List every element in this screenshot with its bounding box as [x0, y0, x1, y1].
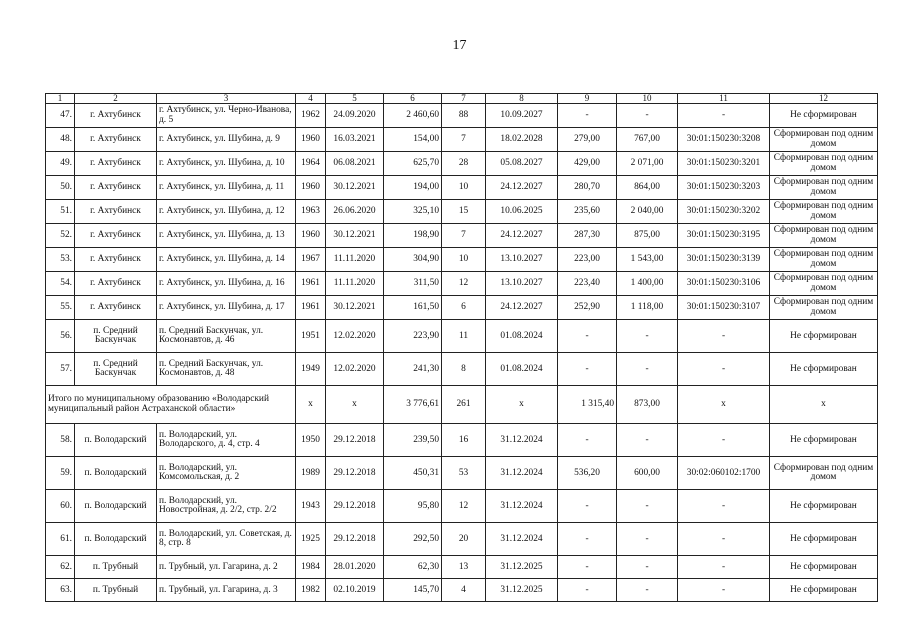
- table-cell-col-settlement: г. Ахтубинск: [75, 104, 157, 128]
- total-cell: 1 315,40: [558, 386, 617, 424]
- table-cell-col-land-area-2: -: [617, 320, 678, 353]
- table-cell-col-area: 198,90: [384, 224, 442, 248]
- table-cell-col-land-area-2: -: [617, 104, 678, 128]
- table-cell-col-land-area-2: -: [617, 556, 678, 579]
- table-cell-col-date: 12.02.2020: [326, 320, 384, 353]
- table-cell-col-land-area: 235,60: [558, 200, 617, 224]
- table-cell-col-land-area-2: 600,00: [617, 457, 678, 490]
- table-row: [46, 224, 878, 248]
- table-cell-col-area: 145,70: [384, 579, 442, 602]
- table-cell-col-settlement: п. Средний Баскунчак: [75, 353, 157, 386]
- table-cell-col-address: г. Ахтубинск, ул. Шубина, д. 14: [157, 248, 296, 272]
- table-header-cell: 11: [678, 94, 770, 104]
- table-cell-col-year: 1967: [296, 248, 326, 272]
- table-cell-col-deadline: 10.06.2025: [486, 200, 558, 224]
- table-cell-col-date: 29.12.2018: [326, 490, 384, 523]
- table-cell-col-settlement: г. Ахтубинск: [75, 272, 157, 296]
- table-cell-col-land-area: -: [558, 104, 617, 128]
- table-cell-col-land-area: -: [558, 523, 617, 556]
- table-cell-col-year: 1960: [296, 176, 326, 200]
- table-cell-col-cadastral: -: [678, 490, 770, 523]
- table-cell-col-land-area-2: 2 040,00: [617, 200, 678, 224]
- table-cell-col-land-area: 252,90: [558, 296, 617, 320]
- table-cell-col-land-area-2: 1 118,00: [617, 296, 678, 320]
- table-cell-col-residents: 28: [442, 152, 486, 176]
- table-row: [46, 320, 878, 353]
- table-row: [46, 457, 878, 490]
- table-cell-col-cadastral: 30:02:060102:1700: [678, 457, 770, 490]
- table-cell-col-cadastral: -: [678, 353, 770, 386]
- table-cell-col-area: 292,50: [384, 523, 442, 556]
- table-cell-col-number: 61.: [46, 523, 75, 556]
- table-cell-col-settlement: г. Ахтубинск: [75, 248, 157, 272]
- table-cell-col-cadastral: -: [678, 579, 770, 602]
- table-cell-col-number: 50.: [46, 176, 75, 200]
- table-row: [46, 556, 878, 579]
- table-cell-col-area: 311,50: [384, 272, 442, 296]
- table-cell-col-year: 1982: [296, 579, 326, 602]
- table-header-cell: 2: [75, 94, 157, 104]
- table-header-cell: 8: [486, 94, 558, 104]
- table-cell-col-cadastral: 30:01:150230:3208: [678, 128, 770, 152]
- table-cell-col-address: п. Володарский, ул. Комсомольская, д. 2: [157, 457, 296, 490]
- table-cell-col-residents: 20: [442, 523, 486, 556]
- table-cell-col-land-area: -: [558, 424, 617, 457]
- table-cell-col-number: 57.: [46, 353, 75, 386]
- table-header-cell: 3: [157, 94, 296, 104]
- table-cell-col-number: 56.: [46, 320, 75, 353]
- table-cell-col-status: Не сформирован: [770, 424, 878, 457]
- table-cell-col-land-area: -: [558, 490, 617, 523]
- table-cell-col-land-area-2: -: [617, 424, 678, 457]
- table-cell-col-status: Не сформирован: [770, 104, 878, 128]
- table-cell-col-number: 48.: [46, 128, 75, 152]
- table-cell-col-date: 29.12.2018: [326, 424, 384, 457]
- table-cell-col-residents: 4: [442, 579, 486, 602]
- table-cell-col-deadline: 10.09.2027: [486, 104, 558, 128]
- table-cell-col-year: 1964: [296, 152, 326, 176]
- table-cell-col-cadastral: 30:01:150230:3201: [678, 152, 770, 176]
- table-cell-col-land-area: -: [558, 579, 617, 602]
- table-cell-col-address: п. Володарский, ул. Володарского, д. 4, стр. 4: [157, 424, 296, 457]
- table-cell-col-settlement: г. Ахтубинск: [75, 176, 157, 200]
- table-cell-col-deadline: 24.12.2027: [486, 296, 558, 320]
- table-cell-col-residents: 10: [442, 176, 486, 200]
- table-cell-col-date: 29.12.2018: [326, 523, 384, 556]
- table-cell-col-land-area-2: 1 543,00: [617, 248, 678, 272]
- table-row: [46, 272, 878, 296]
- table-cell-col-land-area-2: -: [617, 523, 678, 556]
- table-cell-col-residents: 13: [442, 556, 486, 579]
- table-cell-col-land-area-2: 2 071,00: [617, 152, 678, 176]
- table-cell-col-address: г. Ахтубинск, ул. Шубина, д. 17: [157, 296, 296, 320]
- table-cell-col-address: г. Ахтубинск, ул. Шубина, д. 10: [157, 152, 296, 176]
- table-cell-col-cadastral: 30:01:150230:3107: [678, 296, 770, 320]
- table-cell-col-residents: 11: [442, 320, 486, 353]
- table-cell-col-area: 2 460,60: [384, 104, 442, 128]
- table-cell-col-year: 1950: [296, 424, 326, 457]
- table-cell-col-cadastral: -: [678, 104, 770, 128]
- table-cell-col-area: 154,00: [384, 128, 442, 152]
- table-cell-col-land-area: 287,30: [558, 224, 617, 248]
- table-cell-col-year: 1943: [296, 490, 326, 523]
- table-cell-col-land-area: 279,00: [558, 128, 617, 152]
- table-cell-col-land-area-2: -: [617, 579, 678, 602]
- table-cell-col-land-area: 280,70: [558, 176, 617, 200]
- table-row: [46, 353, 878, 386]
- table-cell-col-date: 30.12.2021: [326, 176, 384, 200]
- table-row: [46, 579, 878, 602]
- table-cell-col-year: 1960: [296, 224, 326, 248]
- table-cell-col-cadastral: -: [678, 320, 770, 353]
- total-cell: x: [486, 386, 558, 424]
- table-cell-col-address: п. Володарский, ул. Новостройная, д. 2/2, стр. 2/2: [157, 490, 296, 523]
- table-cell-col-date: 12.02.2020: [326, 353, 384, 386]
- table-cell-col-status: Сформирован под одним домом: [770, 248, 878, 272]
- table-row: [46, 490, 878, 523]
- table-cell-col-residents: 8: [442, 353, 486, 386]
- table-cell-col-date: 30.12.2021: [326, 296, 384, 320]
- table-cell-col-settlement: п. Трубный: [75, 579, 157, 602]
- table-cell-col-settlement: п. Володарский: [75, 490, 157, 523]
- table-cell-col-residents: 88: [442, 104, 486, 128]
- table-cell-col-address: г. Ахтубинск, ул. Шубина, д. 13: [157, 224, 296, 248]
- table-row: [46, 424, 878, 457]
- total-cell: x: [296, 386, 326, 424]
- table-cell-col-address: г. Ахтубинск, ул. Шубина, д. 16: [157, 272, 296, 296]
- table-cell-col-deadline: 31.12.2024: [486, 490, 558, 523]
- table-cell-col-number: 49.: [46, 152, 75, 176]
- table-cell-col-settlement: п. Володарский: [75, 424, 157, 457]
- table-cell-col-date: 16.03.2021: [326, 128, 384, 152]
- table-cell-col-year: 1984: [296, 556, 326, 579]
- total-label: Итого по муниципальному образованию «Володарский муниципальный район Астраханской области»: [46, 386, 296, 424]
- table-cell-col-area: 239,50: [384, 424, 442, 457]
- table-cell-col-land-area: -: [558, 353, 617, 386]
- table-cell-col-land-area: -: [558, 556, 617, 579]
- table-cell-col-deadline: 24.12.2027: [486, 224, 558, 248]
- table-cell-col-year: 1951: [296, 320, 326, 353]
- table-cell-col-residents: 12: [442, 272, 486, 296]
- table-cell-col-area: 223,90: [384, 320, 442, 353]
- table-cell-col-deadline: 31.12.2025: [486, 556, 558, 579]
- table-cell-col-number: 52.: [46, 224, 75, 248]
- table-cell-col-status: Не сформирован: [770, 490, 878, 523]
- table-cell-col-year: 1960: [296, 128, 326, 152]
- table-row: [46, 176, 878, 200]
- table-cell-col-cadastral: 30:01:150230:3202: [678, 200, 770, 224]
- table-cell-col-area: 625,70: [384, 152, 442, 176]
- table-cell-col-area: 95,80: [384, 490, 442, 523]
- table-cell-col-date: 29.12.2018: [326, 457, 384, 490]
- table-cell-col-settlement: г. Ахтубинск: [75, 296, 157, 320]
- table-cell-col-settlement: г. Ахтубинск: [75, 224, 157, 248]
- table-header-cell: 12: [770, 94, 878, 104]
- table-cell-col-deadline: 31.12.2024: [486, 457, 558, 490]
- table-cell-col-year: 1925: [296, 523, 326, 556]
- table-cell-col-status: Не сформирован: [770, 320, 878, 353]
- table-cell-col-settlement: г. Ахтубинск: [75, 152, 157, 176]
- table-cell-col-cadastral: -: [678, 424, 770, 457]
- table-cell-col-deadline: 24.12.2027: [486, 176, 558, 200]
- table-cell-col-deadline: 18.02.2028: [486, 128, 558, 152]
- table-cell-col-residents: 16: [442, 424, 486, 457]
- table-cell-col-settlement: п. Трубный: [75, 556, 157, 579]
- table-cell-col-cadastral: 30:01:150230:3106: [678, 272, 770, 296]
- table-cell-col-status: Сформирован под одним домом: [770, 128, 878, 152]
- table-cell-col-address: г. Ахтубинск, ул. Черно-Иванова, д. 5: [157, 104, 296, 128]
- total-cell: x: [678, 386, 770, 424]
- table-cell-col-land-area-2: -: [617, 490, 678, 523]
- table-cell-col-status: Сформирован под одним домом: [770, 152, 878, 176]
- table-cell-col-land-area-2: 767,00: [617, 128, 678, 152]
- total-cell: 3 776,61: [384, 386, 442, 424]
- table-cell-col-residents: 7: [442, 224, 486, 248]
- table-row: [46, 200, 878, 224]
- total-cell: 261: [442, 386, 486, 424]
- table-cell-col-area: 194,00: [384, 176, 442, 200]
- table-cell-col-year: 1961: [296, 296, 326, 320]
- table-cell-col-date: 28.01.2020: [326, 556, 384, 579]
- table-cell-col-land-area: 223,00: [558, 248, 617, 272]
- table-cell-col-settlement: г. Ахтубинск: [75, 128, 157, 152]
- table-cell-col-deadline: 05.08.2027: [486, 152, 558, 176]
- table-cell-col-settlement: п. Володарский: [75, 457, 157, 490]
- table-cell-col-address: г. Ахтубинск, ул. Шубина, д. 9: [157, 128, 296, 152]
- table-cell-col-status: Сформирован под одним домом: [770, 296, 878, 320]
- table-header-row: [46, 94, 878, 104]
- table-cell-col-deadline: 31.12.2025: [486, 579, 558, 602]
- table-cell-col-date: 02.10.2019: [326, 579, 384, 602]
- table-cell-col-date: 06.08.2021: [326, 152, 384, 176]
- table-cell-col-deadline: 31.12.2024: [486, 523, 558, 556]
- table-header-cell: 7: [442, 94, 486, 104]
- table-cell-col-cadastral: 30:01:150230:3203: [678, 176, 770, 200]
- table-cell-col-number: 53.: [46, 248, 75, 272]
- table-cell-col-area: 450,31: [384, 457, 442, 490]
- table-cell-col-address: п. Трубный, ул. Гагарина, д. 2: [157, 556, 296, 579]
- table-cell-col-year: 1989: [296, 457, 326, 490]
- table-cell-col-area: 241,30: [384, 353, 442, 386]
- table-cell-col-cadastral: 30:01:150230:3195: [678, 224, 770, 248]
- table-cell-col-year: 1961: [296, 272, 326, 296]
- table-cell-col-status: Не сформирован: [770, 353, 878, 386]
- table-cell-col-land-area-2: -: [617, 353, 678, 386]
- table-cell-col-deadline: 31.12.2024: [486, 424, 558, 457]
- table-cell-col-deadline: 01.08.2024: [486, 320, 558, 353]
- table-cell-col-date: 24.09.2020: [326, 104, 384, 128]
- table-header-cell: 4: [296, 94, 326, 104]
- table-cell-col-number: 63.: [46, 579, 75, 602]
- table-cell-col-land-area: 223,40: [558, 272, 617, 296]
- table-cell-col-residents: 15: [442, 200, 486, 224]
- table-cell-col-number: 59.: [46, 457, 75, 490]
- table-cell-col-residents: 10: [442, 248, 486, 272]
- table-cell-col-number: 55.: [46, 296, 75, 320]
- table-cell-col-land-area-2: 864,00: [617, 176, 678, 200]
- table-cell-col-number: 47.: [46, 104, 75, 128]
- table-row: [46, 128, 878, 152]
- table-cell-col-settlement: г. Ахтубинск: [75, 200, 157, 224]
- table-cell-col-status: Сформирован под одним домом: [770, 176, 878, 200]
- table-row: [46, 296, 878, 320]
- table-row: [46, 248, 878, 272]
- page-number: 17: [452, 38, 467, 53]
- table-cell-col-area: 304,90: [384, 248, 442, 272]
- total-cell: x: [326, 386, 384, 424]
- total-cell: 873,00: [617, 386, 678, 424]
- table-header-cell: 5: [326, 94, 384, 104]
- table-cell-col-date: 30.12.2021: [326, 224, 384, 248]
- table-header-cell: 6: [384, 94, 442, 104]
- table-cell-col-status: Сформирован под одним домом: [770, 200, 878, 224]
- table-cell-col-date: 11.11.2020: [326, 272, 384, 296]
- table-cell-col-land-area: 429,00: [558, 152, 617, 176]
- table-cell-col-residents: 6: [442, 296, 486, 320]
- table-cell-col-year: 1963: [296, 200, 326, 224]
- table-cell-col-land-area: -: [558, 320, 617, 353]
- table-cell-col-settlement: п. Средний Баскунчак: [75, 320, 157, 353]
- table-cell-col-deadline: 13.10.2027: [486, 248, 558, 272]
- table-header-cell: 9: [558, 94, 617, 104]
- table-cell-col-land-area: 536,20: [558, 457, 617, 490]
- table-cell-col-date: 26.06.2020: [326, 200, 384, 224]
- table-cell-col-area: 62,30: [384, 556, 442, 579]
- table-header-cell: 10: [617, 94, 678, 104]
- table-cell-col-residents: 12: [442, 490, 486, 523]
- table-cell-col-status: Не сформирован: [770, 556, 878, 579]
- table-cell-col-area: 325,10: [384, 200, 442, 224]
- total-row: [46, 386, 878, 424]
- table-cell-col-land-area-2: 1 400,00: [617, 272, 678, 296]
- table-cell-col-number: 60.: [46, 490, 75, 523]
- table-cell-col-number: 54.: [46, 272, 75, 296]
- table-cell-col-status: Не сформирован: [770, 579, 878, 602]
- total-cell: x: [770, 386, 878, 424]
- table-cell-col-area: 161,50: [384, 296, 442, 320]
- table-cell-col-year: 1949: [296, 353, 326, 386]
- table-cell-col-address: п. Володарский, ул. Советская, д. 8, стр. 8: [157, 523, 296, 556]
- table-cell-col-address: г. Ахтубинск, ул. Шубина, д. 12: [157, 200, 296, 224]
- table-row: [46, 152, 878, 176]
- table-header-cell: 1: [46, 94, 75, 104]
- table-cell-col-year: 1962: [296, 104, 326, 128]
- table-cell-col-residents: 53: [442, 457, 486, 490]
- table-cell-col-settlement: п. Володарский: [75, 523, 157, 556]
- table-cell-col-cadastral: -: [678, 523, 770, 556]
- table-cell-col-cadastral: 30:01:150230:3139: [678, 248, 770, 272]
- housing-table: [45, 93, 878, 602]
- table-cell-col-residents: 7: [442, 128, 486, 152]
- table-cell-col-address: п. Средний Баскунчак, ул. Космонавтов, д. 48: [157, 353, 296, 386]
- table-row: [46, 523, 878, 556]
- table-cell-col-status: Сформирован под одним домом: [770, 224, 878, 248]
- table-cell-col-number: 62.: [46, 556, 75, 579]
- table-cell-col-date: 11.11.2020: [326, 248, 384, 272]
- table-row: [46, 104, 878, 128]
- table-cell-col-address: п. Средний Баскунчак, ул. Космонавтов, д. 46: [157, 320, 296, 353]
- table-cell-col-status: Сформирован под одним домом: [770, 457, 878, 490]
- table-cell-col-land-area-2: 875,00: [617, 224, 678, 248]
- table-cell-col-address: п. Трубный, ул. Гагарина, д. 3: [157, 579, 296, 602]
- table-cell-col-deadline: 13.10.2027: [486, 272, 558, 296]
- table-cell-col-number: 51.: [46, 200, 75, 224]
- table-cell-col-address: г. Ахтубинск, ул. Шубина, д. 11: [157, 176, 296, 200]
- table-cell-col-number: 58.: [46, 424, 75, 457]
- table-cell-col-cadastral: -: [678, 556, 770, 579]
- table-cell-col-status: Сформирован под одним домом: [770, 272, 878, 296]
- table-cell-col-deadline: 01.08.2024: [486, 353, 558, 386]
- table-cell-col-status: Не сформирован: [770, 523, 878, 556]
